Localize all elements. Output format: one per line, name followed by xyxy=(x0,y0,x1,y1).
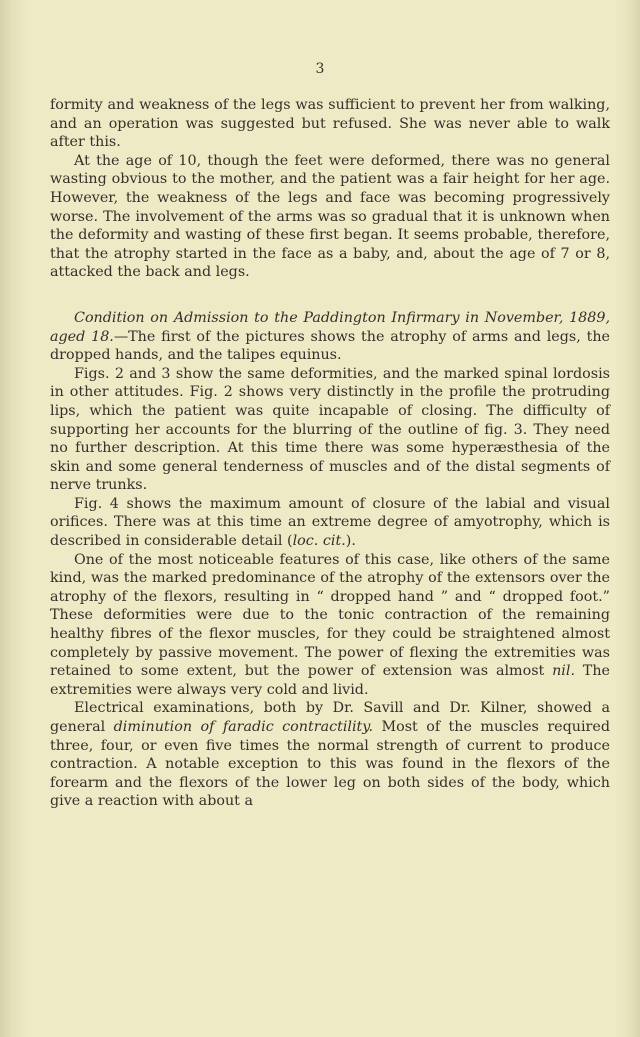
paragraph-text: At the age of 10, though the feet were deformed, there was no general wasting obvious to the mother, and the patient was a fair height for her age. However, the weakness of the legs and face was becoming progressively worse. The involvement of the arms was so gradual that it is unknown when the deformity and wasting of these first began. It seems probable, therefore, that the atrophy started in the face as a baby, and, about the age of 7 or 8, attacked the back and legs. xyxy=(50,152,610,281)
paragraph-text: Fig. 4 shows the maximum amount of closure of the labial and visual orifices. There was at this time an extreme degree of amyotrophy, which is described in considerable detail ( xyxy=(50,495,610,550)
paragraph-continuation xyxy=(50,96,610,152)
paragraph-text: formity and weakness of the legs was sufficient to prevent her from walking, and an operation was suggested but refused. She was never able to walk after this. xyxy=(50,97,610,151)
paragraph-text: The extremities were always very cold and livid. xyxy=(50,663,611,698)
italic-term: nil. xyxy=(552,663,575,680)
paragraph-text: ). xyxy=(345,533,356,550)
italic-term: diminution of faradic contractility. xyxy=(113,719,374,735)
paragraph-text: Most of the muscles required three, four, or even five times the normal strength of current to produce contraction. A notable exception to this was found in the flexors of the forearm and the flexors of the lower leg on both sides of the body, which give a reaction with about a xyxy=(50,719,610,810)
paragraph-text: One of the most noticeable features of this case, like others of the same kind, was the marked predominance of the atrophy of the extensors over the atrophy of the flexors, resulting in “ dropped hand ” and “ dropped foot.” These deformities were due to the tonic contraction of the remaining healthy fibres of the flexor muscles, for they could be straightened almost completely by passive movement. The power of flexing the extremities was retained to some extent, but the power of extension was almost xyxy=(50,551,610,680)
paragraph-extensor-atrophy xyxy=(50,551,610,700)
paragraph-text: Figs. 2 and 3 show the same deformities, and the marked spinal lordosis in other attitudes. Fig. 2 shows very distinctly in the profile the protruding lips, which the patient was quite incapable of closing. The difficulty of supporting her accounts for the blurring of the outline of fig. 3. They need no further description. At this time there was some hyperæsthesia of the skin and some general tenderness of muscles and of the distal segments of nerve trunks. xyxy=(50,365,610,494)
paragraph-fig-4 xyxy=(50,495,610,551)
page-number: 3 xyxy=(315,61,325,77)
paragraph-condition-on-admission xyxy=(50,309,610,365)
paragraph-onset-history xyxy=(50,152,610,282)
paragraph-electrical-examinations xyxy=(50,699,610,811)
italic-citation: loc. cit. xyxy=(292,533,346,550)
paragraph-figs-2-3 xyxy=(50,365,610,495)
section-heading: Condition on Admission to the Paddington Infirmary in November, 1889, aged 18. xyxy=(50,309,610,345)
body-text xyxy=(50,96,610,811)
paragraph-text: Electrical examinations, both by Dr. Savill and Dr. Kilner, showed a general xyxy=(50,700,610,735)
paragraph-text: —The first of the pictures shows the atrophy of arms and legs, the dropped hands, and the talipes equinus. xyxy=(50,328,610,364)
